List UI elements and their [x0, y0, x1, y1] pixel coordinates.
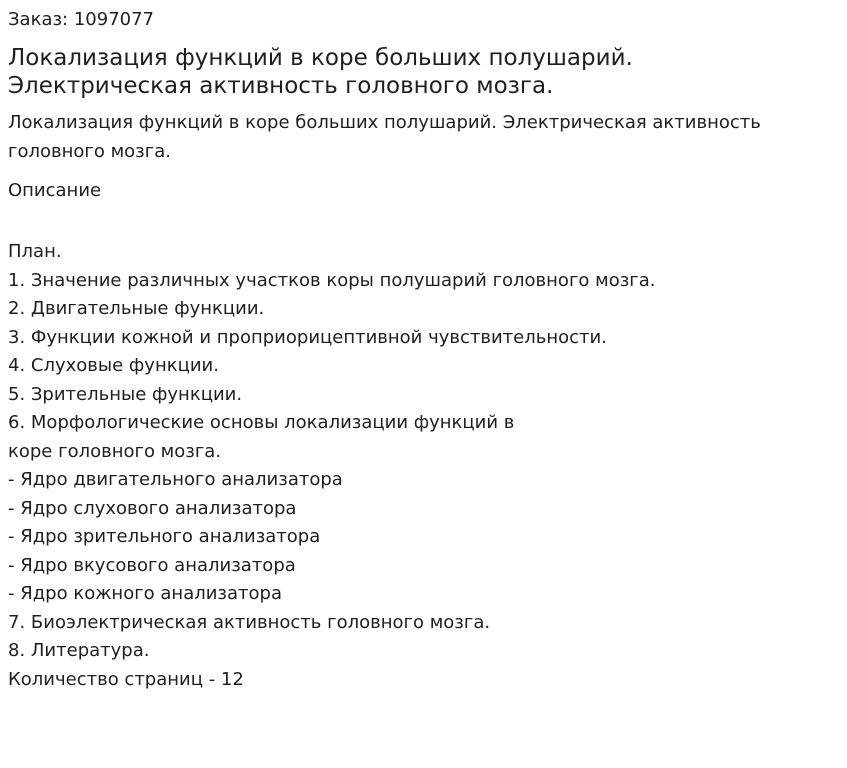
plan-line: 6. Морфологические основы локализации функций в	[8, 412, 515, 433]
document-title	[8, 44, 839, 100]
plan-line: - Ядро слухового анализатора	[8, 497, 297, 519]
subtitle-line-2: головного мозга.	[8, 141, 171, 162]
plan-line: коре головного мозга.	[8, 440, 222, 462]
plan-line: 5. Зрительные функции.	[8, 383, 243, 405]
title-line-2: Электрическая активность головного мозга.	[8, 73, 554, 99]
subtitle-line-1: Локализация функций в коре больших полушарий. Электрическая активность	[8, 112, 761, 133]
plan-line: - Ядро двигательного анализатора	[8, 469, 343, 490]
plan-line: 7. Биоэлектрическая активность головного мозга.	[8, 611, 491, 633]
plan-line: 8. Литература.	[8, 640, 150, 661]
plan-line: - Ядро зрительного анализатора	[8, 526, 321, 547]
page-count-line: Количество страниц - 12	[8, 668, 244, 690]
plan-line: 3. Функции кожной и проприорицептивной чувствительности.	[8, 326, 607, 348]
order-number: 1097077	[73, 9, 155, 30]
document-subtitle	[8, 108, 839, 166]
plan-list	[8, 238, 839, 694]
description-heading: Описание	[8, 180, 102, 201]
order-label: Заказ:	[8, 9, 69, 30]
plan-line: План.	[8, 241, 62, 262]
plan-line: - Ядро вкусового анализатора	[8, 554, 296, 576]
title-line-1: Локализация функций в коре больших полушарий.	[8, 45, 633, 71]
plan-line: 1. Значение различных участков коры полушарий головного мозга.	[8, 269, 656, 291]
plan-line: - Ядро кожного анализатора	[8, 583, 282, 604]
plan-line: 4. Слуховые функции.	[8, 355, 219, 376]
order-number-line	[8, 8, 839, 32]
plan-line: 2. Двигательные функции.	[8, 298, 265, 319]
